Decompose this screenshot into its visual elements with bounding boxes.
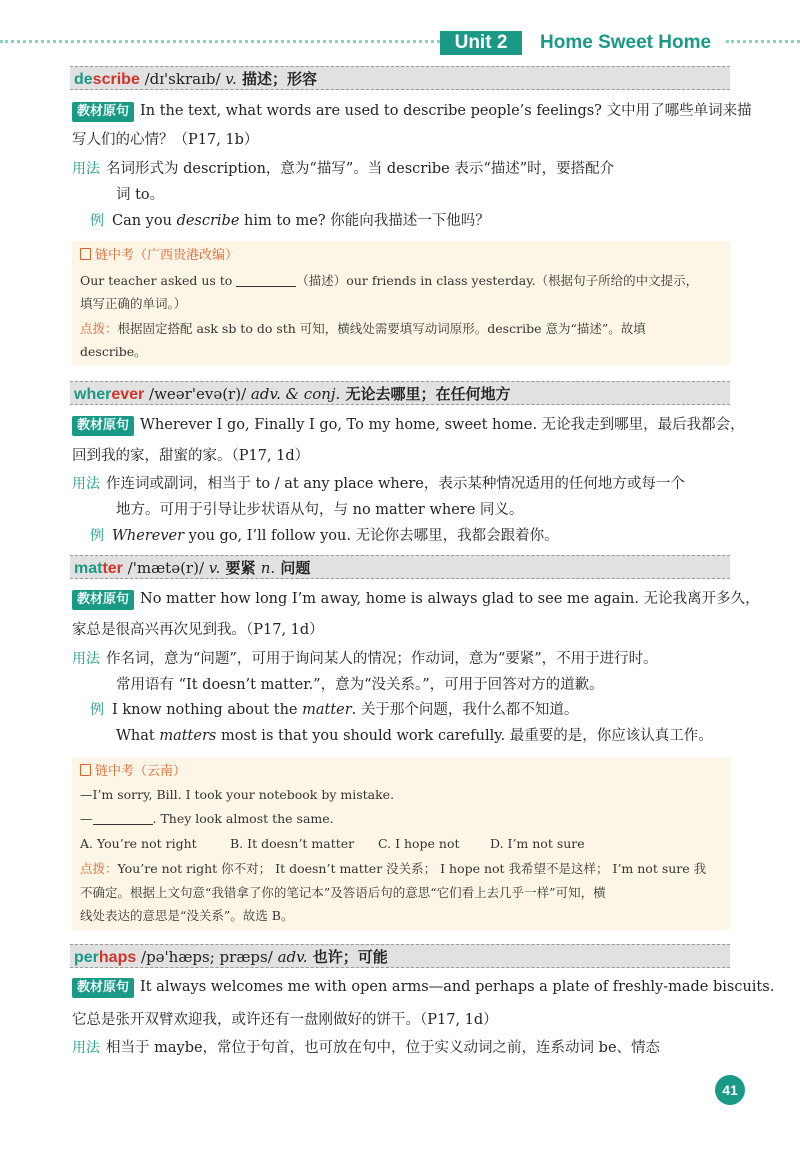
textbook-tag: 教材原句 [72, 416, 134, 436]
header-dotted-line-right [726, 40, 800, 43]
unit-title: Home Sweet Home [540, 32, 712, 53]
phonetic: /weər'evə(r)/ [144, 385, 251, 403]
part-of-speech: v. [225, 70, 237, 88]
headword-part: wher [74, 386, 112, 403]
example-label: 例 [90, 528, 104, 544]
usage-text: 相当于 maybe，常位于句首，也可放在句中，位于实义动词之前，连系动词 be、情态 [106, 1040, 661, 1056]
example-line [90, 211, 748, 231]
example-text: him to me? 你能向我描述一下他吗？ [239, 213, 490, 229]
part-of-speech: adv. & conj. [250, 385, 341, 403]
source-text: Wherever I go, Finally I go, To my home, sweet home. 无论我走到哪里，最后我都会， [140, 417, 745, 433]
example-keyword: matters [159, 728, 217, 744]
example-text: I know nothing about the [112, 702, 303, 718]
question-text: （描述）our friends in class yesterday.（根据句子所给的中文提示， [296, 273, 699, 288]
exam-question-cont: 填写正确的单词。） [80, 296, 187, 311]
answer-blank [93, 812, 153, 825]
example-text: you go, I’ll follow you. 无论你去哪里，我都会跟着你。 [184, 528, 559, 544]
headword-highlight: ter [102, 560, 123, 577]
tip-text: You’re not right 你不对； It doesn’t matter 没关系； I hope not 我希望不是这样； I’m not sure 我 [117, 861, 707, 876]
source-sentence [72, 415, 745, 436]
example-keyword: Wherever [112, 528, 185, 544]
headword-highlight: ever [111, 386, 145, 403]
usage-label: 用法 [72, 651, 100, 667]
source-sentence-cont: 回到我的家，甜蜜的家。（P17, 1d） [72, 448, 310, 464]
page-number: 41 [715, 1075, 745, 1105]
textbook-tag: 教材原句 [72, 590, 134, 610]
textbook-tag: 教材原句 [72, 102, 134, 122]
exam-source: （广西贵港改编） [134, 248, 239, 263]
exam-tip [80, 860, 725, 878]
source-sentence [72, 101, 752, 122]
example-line-2 [116, 726, 774, 746]
exam-head [80, 762, 725, 781]
dialogue-dash: — [80, 811, 93, 826]
usage-line-cont: 词 to。 [116, 187, 165, 203]
textbook-tag: 教材原句 [72, 978, 134, 998]
exam-tip-cont: 不确定。根据上文句意“我错拿了你的笔记本”及答语后句的意思“它们看上去几乎一样”可知，横 [80, 885, 606, 900]
word-bar-describe [70, 66, 730, 90]
phonetic: /'mætə(r)/ [122, 559, 209, 577]
usage-line-cont: 地方。可用于引导让步状语从句，与 no matter where 同义。 [116, 502, 524, 518]
option-b: B. It doesn’t matter [230, 836, 355, 851]
exam-head [80, 246, 725, 265]
word-bar-wherever [70, 381, 730, 405]
answer-blank [236, 274, 296, 287]
meaning-2: 问题 [275, 559, 311, 577]
headword-part: mat [74, 560, 103, 577]
exam-icon [80, 248, 91, 260]
exam-icon [80, 764, 91, 776]
source-sentence [72, 589, 760, 610]
usage-label: 用法 [72, 1040, 100, 1056]
option-d: D. I’m not sure [490, 836, 585, 851]
source-sentence [72, 977, 775, 998]
source-sentence-cont: 写人们的心情？（P17, 1b） [72, 132, 259, 148]
example-keyword: matter [302, 702, 352, 718]
unit-badge: Unit 2 [440, 31, 522, 55]
meaning: 也许；可能 [307, 948, 388, 966]
source-sentence-cont: 家总是很高兴再次见到我。（P17, 1d） [72, 622, 324, 638]
dialogue-text: . They look almost the same. [152, 811, 334, 826]
example-text: Can you [112, 213, 177, 229]
word-bar-perhaps [70, 944, 730, 968]
example-text: What [116, 728, 160, 744]
exam-source: （云南） [134, 764, 187, 779]
phonetic: /dɪ'skraɪb/ [139, 70, 226, 88]
option-c: C. I hope not [378, 836, 460, 851]
tip-text: 根据固定搭配 ask sb to do sth 可知，横线处需要填写动词原形。describe 意为“描述”。故填 [117, 321, 646, 336]
source-text: It always welcomes me with open arms—and perhaps a plate of freshly-made biscuits. [140, 979, 775, 995]
word-bar-matter [70, 555, 730, 579]
part-of-speech: v. [208, 559, 221, 577]
meaning: 无论去哪里；在任何地方 [340, 385, 511, 403]
answer-options [80, 835, 725, 853]
example-line [90, 700, 748, 720]
usage-line-cont: 常用语有 “It doesn’t matter.”，意为“没关系。”，可用于回答对方的道歉。 [116, 677, 604, 693]
example-line [90, 526, 748, 546]
source-text: In the text, what words are used to describe people’s feelings? 文中用了哪些单词来描 [140, 103, 752, 119]
part-of-speech-2: n. [260, 559, 276, 577]
usage-label: 用法 [72, 476, 100, 492]
headword-highlight: haps [98, 949, 137, 966]
example-text: most is that you should work carefully. 最重要的是，你应该认真工作。 [216, 728, 713, 744]
dialogue-line-2 [80, 810, 725, 828]
usage-line [72, 474, 730, 494]
dialogue-line-1: —I’m sorry, Bill. I took your notebook by mistake. [80, 787, 395, 802]
meaning: 描述；形容 [236, 70, 317, 88]
headword-part: de [74, 71, 93, 88]
example-label: 例 [90, 702, 104, 718]
tip-label: 点拨： [80, 321, 118, 336]
tip-label: 点拨： [80, 861, 118, 876]
source-sentence-cont: 它总是张开双臂欢迎我，或许还有一盘刚做好的饼干。（P17, 1d） [72, 1012, 498, 1028]
headword-highlight: scribe [92, 71, 140, 88]
usage-label: 用法 [72, 161, 100, 177]
exam-tip-cont: 线处表达的意思是“没关系”。故选 B。 [80, 908, 294, 923]
phonetic: /pə'hæps; præps/ [136, 948, 278, 966]
usage-line [72, 1038, 730, 1058]
example-keyword: describe [176, 213, 240, 229]
option-a: A. You’re not right [80, 836, 197, 851]
source-text: No matter how long I’m away, home is always glad to see me again. 无论我离开多久， [140, 591, 760, 607]
exam-head-label: 链中考 [95, 248, 135, 263]
exam-head-label: 链中考 [95, 764, 135, 779]
usage-line [72, 159, 730, 179]
meaning: 要紧 [220, 559, 261, 577]
part-of-speech: adv. [277, 948, 308, 966]
example-text: . 关于那个问题，我什么都不知道。 [351, 702, 579, 718]
exam-tip-cont: describe。 [80, 344, 147, 359]
header-dotted-line [0, 40, 440, 43]
usage-text: 名词形式为 description，意为“描写”。当 describe 表示“描述”时，要搭配介 [106, 161, 615, 177]
exam-tip [80, 320, 725, 338]
example-label: 例 [90, 213, 104, 229]
headword-part: per [74, 949, 99, 966]
usage-text: 作连词或副词，相当于 to / at any place where，表示某种情况适用的任何地方或每一个 [106, 476, 685, 492]
question-text: Our teacher asked us to [80, 273, 237, 288]
usage-line [72, 649, 730, 669]
exam-question [80, 272, 725, 290]
usage-text: 作名词，意为“问题”，可用于询问某人的情况；作动词，意为“要紧”，不用于进行时。 [106, 651, 658, 667]
